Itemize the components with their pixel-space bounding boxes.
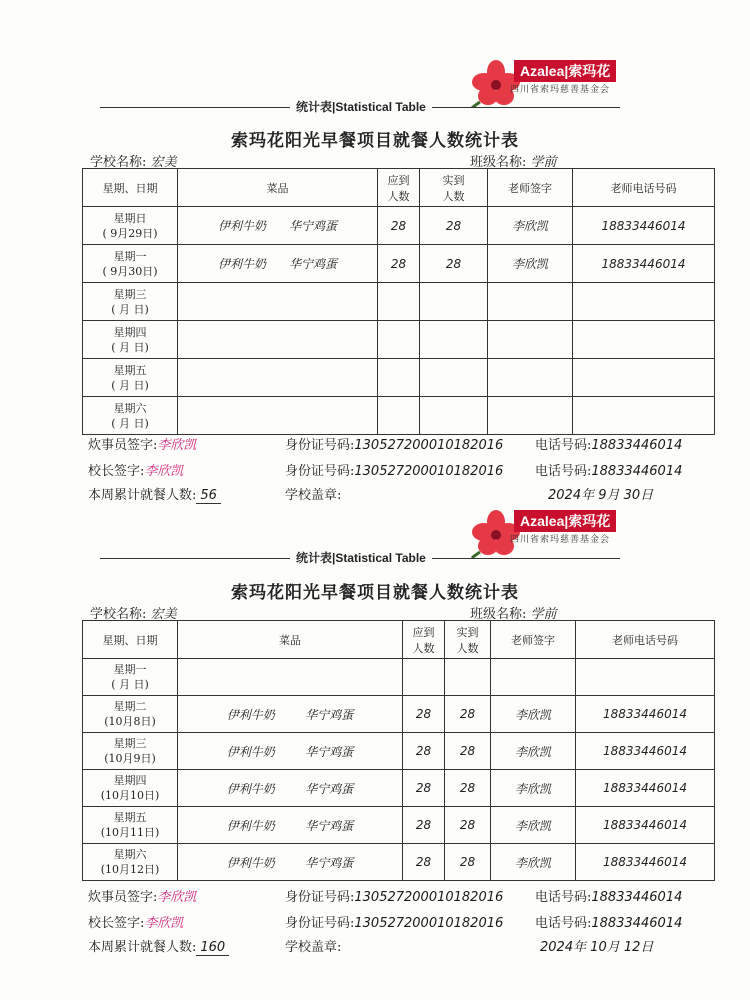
phone-cell: 18833446014 — [576, 733, 715, 770]
phone-number-field-2 — [535, 912, 682, 931]
header-day: 星期、日期 — [83, 169, 178, 207]
id-number-field — [285, 434, 503, 453]
teacher-cell: 李欣凯 — [491, 844, 576, 881]
table-row — [83, 359, 715, 397]
day-cell: 星期一 ( 9月30日) — [83, 245, 178, 283]
principal-signature-field — [88, 912, 183, 931]
phone-number-label: 电话号码: — [535, 916, 592, 931]
banner-label: 统计表|Statistical Table — [290, 98, 432, 115]
principal-signature: 李欣凯 — [144, 464, 184, 479]
actual-cell: 28 — [420, 245, 488, 283]
id-number-value: 130527200010182016 — [354, 464, 504, 479]
day-cell: 星期六 (10月12日) — [83, 844, 178, 881]
phone-cell: 18833446014 — [573, 207, 715, 245]
actual-cell: 28 — [445, 733, 491, 770]
due-cell: 28 — [403, 844, 445, 881]
id-number-label: 身份证号码: — [285, 464, 355, 479]
actual-cell: 28 — [445, 770, 491, 807]
teacher-cell: 李欣凯 — [491, 770, 576, 807]
actual-cell — [445, 659, 491, 696]
day-cell: 星期三 (10月9日) — [83, 733, 178, 770]
teacher-cell — [488, 397, 573, 435]
attendance-table — [82, 620, 715, 881]
id-number-value: 130527200010182016 — [354, 438, 504, 453]
food-cell: 伊利牛奶 华宁鸡蛋 — [178, 245, 378, 283]
food-cell — [178, 283, 378, 321]
due-cell — [378, 283, 420, 321]
form-title: 索玛花阳光早餐项目就餐人数统计表 — [231, 131, 519, 151]
attendance-table — [82, 168, 715, 435]
phone-cell — [573, 321, 715, 359]
phone-number-field-2 — [535, 460, 682, 479]
food-cell: 伊利牛奶 华宁鸡蛋 — [178, 770, 403, 807]
statistical-table-banner — [100, 98, 620, 118]
phone-number-label: 电话号码: — [535, 890, 592, 905]
phone-number-field — [535, 886, 682, 905]
actual-cell: 28 — [445, 807, 491, 844]
actual-cell: 28 — [445, 696, 491, 733]
table-header-row — [83, 621, 715, 659]
actual-cell — [420, 283, 488, 321]
due-cell: 28 — [378, 207, 420, 245]
phone-number-label: 电话号码: — [535, 438, 592, 453]
table-row — [83, 807, 715, 844]
phone-cell — [573, 359, 715, 397]
actual-cell — [420, 397, 488, 435]
header-phone: 老师电话号码 — [573, 169, 715, 207]
phone-cell — [573, 283, 715, 321]
cook-signature: 李欣凯 — [157, 438, 197, 453]
table-row — [83, 207, 715, 245]
cook-signature: 李欣凯 — [157, 890, 197, 905]
school-seal-field — [285, 936, 341, 955]
header-food: 菜品 — [178, 169, 378, 207]
statistical-table-banner — [100, 549, 620, 569]
phone-number-value: 18833446014 — [591, 890, 683, 905]
brand-name: Azalea|索玛花 — [514, 510, 616, 532]
food-cell: 伊利牛奶 华宁鸡蛋 — [178, 807, 403, 844]
day-cell: 星期二 (10月8日) — [83, 696, 178, 733]
food-cell — [178, 659, 403, 696]
actual-cell — [420, 359, 488, 397]
id-number-label: 身份证号码: — [285, 438, 355, 453]
phone-number-value: 18833446014 — [591, 464, 683, 479]
school-seal-field — [285, 484, 341, 503]
table-row — [83, 770, 715, 807]
phone-number-label: 电话号码: — [535, 464, 592, 479]
header-actual: 实到 人数 — [445, 621, 491, 659]
teacher-cell — [491, 659, 576, 696]
phone-cell — [576, 659, 715, 696]
header-due: 应到 人数 — [403, 621, 445, 659]
table-row — [83, 397, 715, 435]
weekly-total-field — [88, 936, 229, 955]
phone-number-value: 18833446014 — [591, 916, 683, 931]
class-name-value: 学前 — [530, 607, 557, 622]
school-name-value: 宏美 — [150, 607, 177, 622]
day-cell: 星期四 (10月10日) — [83, 770, 178, 807]
day-cell: 星期四 ( 月 日) — [83, 321, 178, 359]
form-date: 2024年 9月 30日 — [548, 488, 654, 503]
id-number-value: 130527200010182016 — [354, 890, 504, 905]
teacher-cell — [488, 283, 573, 321]
form-title: 索玛花阳光早餐项目就餐人数统计表 — [231, 583, 519, 603]
teacher-cell — [488, 321, 573, 359]
id-number-label: 身份证号码: — [285, 890, 355, 905]
principal-signature: 李欣凯 — [144, 916, 184, 931]
weekly-total-value: 160 — [196, 940, 229, 956]
id-number-field-2 — [285, 460, 503, 479]
school-name-label: 学校名称: — [90, 155, 147, 170]
foundation-name: 四川省索玛慈善基金会 — [510, 85, 611, 95]
phone-cell — [573, 397, 715, 435]
foundation-name: 四川省索玛慈善基金会 — [510, 535, 611, 545]
header-due: 应到 人数 — [378, 169, 420, 207]
principal-signature-label: 校长签字: — [88, 464, 145, 479]
food-cell: 伊利牛奶 华宁鸡蛋 — [178, 696, 403, 733]
id-number-field — [285, 886, 503, 905]
teacher-cell — [488, 359, 573, 397]
day-cell: 星期三 ( 月 日) — [83, 283, 178, 321]
phone-cell: 18833446014 — [576, 844, 715, 881]
brand-name: Azalea|索玛花 — [514, 60, 616, 82]
teacher-cell: 李欣凯 — [491, 733, 576, 770]
phone-cell: 18833446014 — [576, 770, 715, 807]
due-cell — [378, 359, 420, 397]
food-cell: 伊利牛奶 华宁鸡蛋 — [178, 844, 403, 881]
class-name-value: 学前 — [530, 155, 557, 170]
school-seal-label: 学校盖章: — [285, 940, 342, 955]
form-date: 2024年 10月 12日 — [540, 940, 654, 955]
food-cell — [178, 397, 378, 435]
table-row — [83, 844, 715, 881]
principal-signature-label: 校长签字: — [88, 916, 145, 931]
class-name-label: 班级名称: — [470, 607, 527, 622]
teacher-cell: 李欣凯 — [491, 807, 576, 844]
table-row — [83, 696, 715, 733]
school-name-label: 学校名称: — [90, 607, 147, 622]
cook-signature-field — [88, 434, 196, 453]
school-name-value: 宏美 — [150, 155, 177, 170]
table-row — [83, 245, 715, 283]
class-name-label: 班级名称: — [470, 155, 527, 170]
id-number-field-2 — [285, 912, 503, 931]
cook-signature-field — [88, 886, 196, 905]
weekly-total-label: 本周累计就餐人数: — [88, 940, 197, 955]
phone-cell: 18833446014 — [573, 245, 715, 283]
header-food: 菜品 — [178, 621, 403, 659]
due-cell: 28 — [403, 733, 445, 770]
table-header-row — [83, 169, 715, 207]
id-number-label: 身份证号码: — [285, 916, 355, 931]
teacher-cell: 李欣凯 — [488, 245, 573, 283]
header-day: 星期、日期 — [83, 621, 178, 659]
school-seal-label: 学校盖章: — [285, 488, 342, 503]
actual-cell — [420, 321, 488, 359]
table-row — [83, 733, 715, 770]
header-actual: 实到 人数 — [420, 169, 488, 207]
actual-cell: 28 — [420, 207, 488, 245]
phone-number-field — [535, 434, 682, 453]
due-cell: 28 — [378, 245, 420, 283]
actual-cell: 28 — [445, 844, 491, 881]
day-cell: 星期五 (10月11日) — [83, 807, 178, 844]
weekly-total-field — [88, 484, 221, 503]
due-cell — [378, 321, 420, 359]
food-cell — [178, 359, 378, 397]
food-cell: 伊利牛奶 华宁鸡蛋 — [178, 207, 378, 245]
food-cell: 伊利牛奶 华宁鸡蛋 — [178, 733, 403, 770]
weekly-total-label: 本周累计就餐人数: — [88, 488, 197, 503]
table-row — [83, 321, 715, 359]
header-teacher: 老师签字 — [491, 621, 576, 659]
day-cell: 星期六 ( 月 日) — [83, 397, 178, 435]
id-number-value: 130527200010182016 — [354, 916, 504, 931]
header-phone: 老师电话号码 — [576, 621, 715, 659]
teacher-cell: 李欣凯 — [491, 696, 576, 733]
day-cell: 星期日 ( 9月29日) — [83, 207, 178, 245]
weekly-total-value: 56 — [196, 488, 221, 504]
due-cell: 28 — [403, 807, 445, 844]
cook-signature-label: 炊事员签字: — [88, 890, 158, 905]
day-cell: 星期五 ( 月 日) — [83, 359, 178, 397]
teacher-cell: 李欣凯 — [488, 207, 573, 245]
table-row — [83, 659, 715, 696]
food-cell — [178, 321, 378, 359]
day-cell: 星期一 ( 月 日) — [83, 659, 178, 696]
header-teacher: 老师签字 — [488, 169, 573, 207]
phone-cell: 18833446014 — [576, 696, 715, 733]
phone-number-value: 18833446014 — [591, 438, 683, 453]
due-cell — [403, 659, 445, 696]
table-row — [83, 283, 715, 321]
due-cell: 28 — [403, 770, 445, 807]
banner-label: 统计表|Statistical Table — [290, 549, 432, 566]
phone-cell: 18833446014 — [576, 807, 715, 844]
due-cell: 28 — [403, 696, 445, 733]
due-cell — [378, 397, 420, 435]
cook-signature-label: 炊事员签字: — [88, 438, 158, 453]
principal-signature-field — [88, 460, 183, 479]
